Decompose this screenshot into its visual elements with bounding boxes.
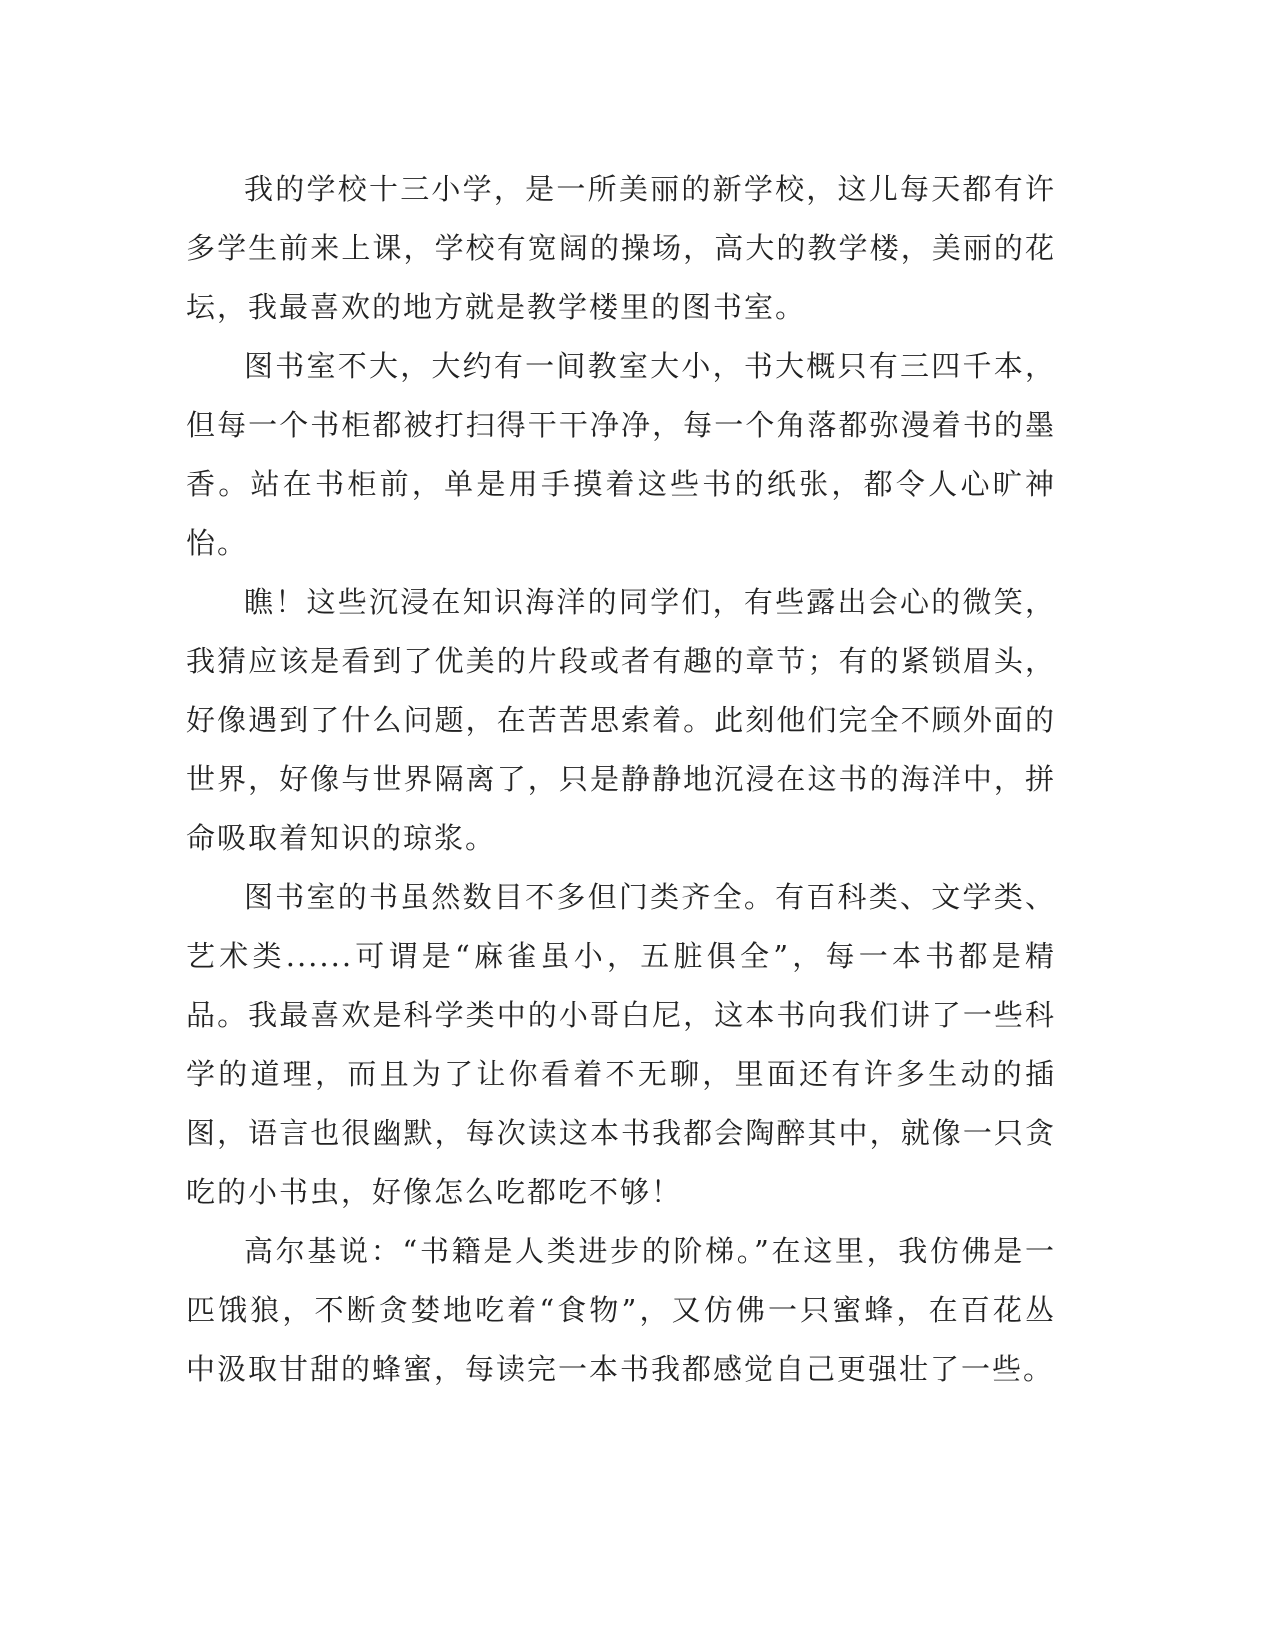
document-body [186, 160, 1056, 1399]
paragraph: 高尔基说：“书籍是人类进步的阶梯。”在这里，我仿佛是一匹饿狼，不断贪婪地吃着“食物”，又仿佛一只蜜蜂，在百花丛中汲取甘甜的蜂蜜，每读完一本书我都感觉自己更强壮了一些。 [186, 1234, 1056, 1386]
paragraph: 图书室不大，大约有一间教室大小，书大概只有三四千本，但每一个书柜都被打扫得干干净净，每一个角落都弥漫着书的墨香。站在书柜前，单是用手摸着这些书的纸张，都令人心旷神怡。 [186, 349, 1056, 560]
paragraph: 我的学校十三小学，是一所美丽的新学校，这儿每天都有许多学生前来上课，学校有宽阔的操场，高大的教学楼，美丽的花坛，我最喜欢的地方就是教学楼里的图书室。 [186, 172, 1056, 324]
paragraph: 瞧！这些沉浸在知识海洋的同学们，有些露出会心的微笑，我猜应该是看到了优美的片段或者有趣的章节；有的紧锁眉头，好像遇到了什么问题，在苦苦思索着。此刻他们完全不顾外面的世界，好像与世界隔离了，只是静静地沉浸在这书的海洋中，拼命吸取着知识的琼浆。 [186, 585, 1056, 855]
paragraph: 图书室的书虽然数目不多但门类齐全。有百科类、文学类、艺术类......可谓是“麻雀虽小，五脏俱全”，每一本书都是精品。我最喜欢是科学类中的小哥白尼，这本书向我们讲了一些科学的道理，而且为了让你看着不无聊，里面还有许多生动的插图，语言也很幽默，每次读这本书我都会陶醉其中，就像一只贪吃的小书虫，好像怎么吃都吃不够！ [186, 880, 1056, 1209]
